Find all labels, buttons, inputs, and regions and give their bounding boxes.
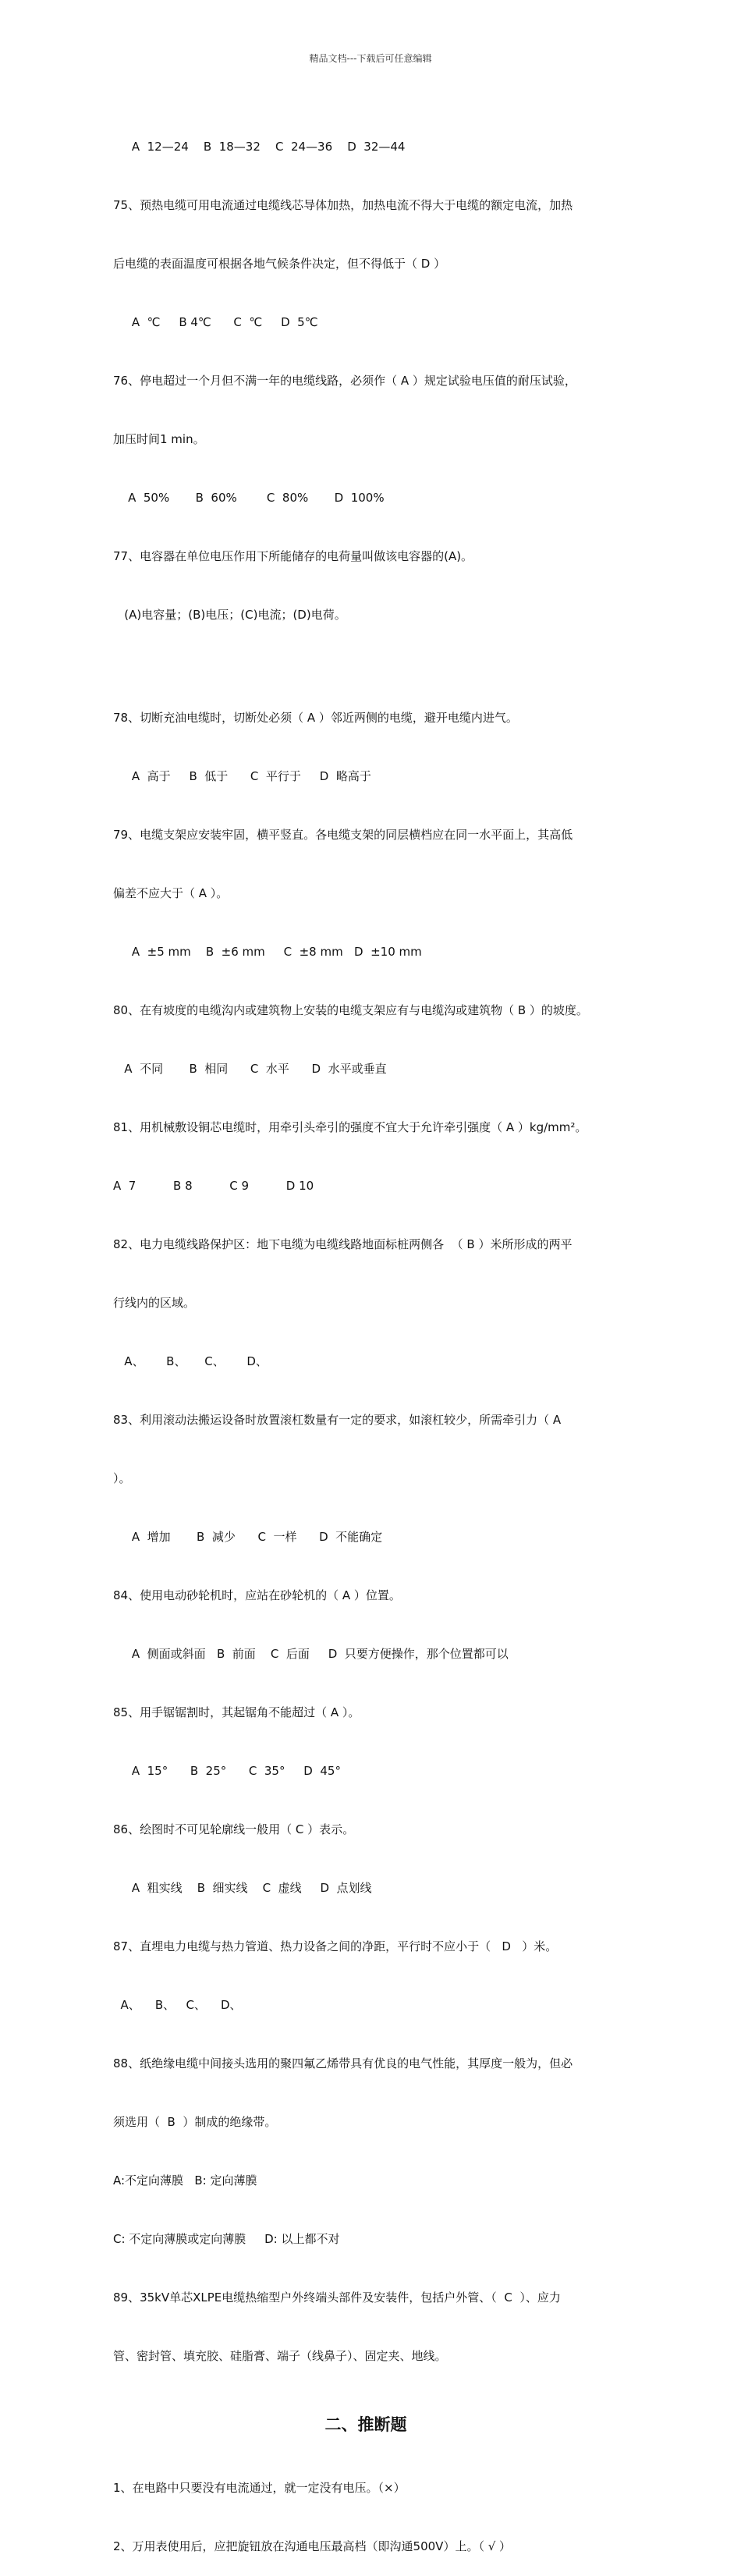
text-line: 管、密封管、填充胶、硅脂膏、端子（线鼻子）、固定夹、地线。	[113, 2349, 447, 2363]
text-line: 89、35kV单芯XLPE电缆热缩型户外终端头部件及安装件，包括户外管、（ C ）、应力	[113, 2290, 561, 2305]
text-line: 75、预热电缆可用电流通过电缆线芯导体加热，加热电流不得大于电缆的额定电流，加热	[113, 198, 573, 212]
text-line: A:不定向薄膜 B: 定向薄膜	[113, 2173, 257, 2187]
text-line: A ℃ B 4℃ C ℃ D 5℃	[113, 315, 318, 329]
text-line: 80、在有坡度的电缆沟内或建筑物上安装的电缆支架应有与电缆沟或建筑物（ B ）的坡度。	[113, 1003, 588, 1017]
text-line: (A)电容量；(B)电压；(C)电流；(D)电荷。	[113, 608, 346, 622]
text-line: A 15° B 25° C 35° D 45°	[113, 1764, 341, 1778]
text-line: A 高于 B 低于 C 平行于 D 略高于	[113, 769, 371, 783]
text-line: 78、切断充油电缆时，切断处必须（ A ）邻近两侧的电缆，避开电缆内进气。	[113, 711, 518, 725]
text-line: 须选用（ B ）制成的绝缘带。	[113, 2115, 277, 2129]
text-line: 87、直埋电力电缆与热力管道、热力设备之间的净距，平行时不应小于（ D ）米。	[113, 1939, 558, 1953]
text-line: 行线内的区域。	[113, 1296, 196, 1310]
text-line: A、 B、 C、 D、	[113, 1354, 268, 1368]
section-title: 二、推断题	[324, 2415, 407, 2434]
text-line: 2、万用表使用后，应把旋钮放在沟通电压最高档（即沟通500V）上。（ √ ）	[113, 2539, 512, 2553]
text-line: A、 B、 C、 D、	[113, 1998, 242, 2012]
text-line: A 7 B 8 C 9 D 10	[113, 1179, 314, 1193]
text-line: 82、电力电缆线路保护区：地下电缆为电缆线路地面标桩两侧各 （ B ）米所形成的两平	[113, 1237, 573, 1251]
text-line: 偏差不应大于（ A ）。	[113, 886, 229, 900]
text-line: A 12—24 B 18—32 C 24—36 D 32—44	[113, 140, 406, 154]
text-line: C: 不定向薄膜或定向薄膜 D: 以上都不对	[113, 2232, 340, 2246]
text-line: 85、用手锯锯割时，其起锯角不能超过（ A ）。	[113, 1705, 360, 1719]
text-line: A ±5 mm B ±6 mm C ±8 mm D ±10 mm	[113, 945, 422, 959]
text-line: A 粗实线 B 细实线 C 虚线 D 点划线	[113, 1881, 372, 1895]
text-line: 77、电容器在单位电压作用下所能储存的电荷量叫做该电容器的(A)。	[113, 549, 473, 563]
text-line: A 增加 B 减少 C 一样 D 不能确定	[113, 1530, 383, 1544]
document-body	[113, 98, 644, 2576]
text-line: ）。	[113, 1471, 131, 1485]
text-line: 79、电缆支架应安装牢固，横平竖直。各电缆支架的同层横档应在同一水平面上，其高低	[113, 828, 573, 842]
text-line: A 侧面或斜面 B 前面 C 后面 D 只要方便操作，那个位置都可以	[113, 1647, 509, 1661]
text-line: 1、在电路中只要没有电流通过，就一定没有电压。（×）	[113, 2481, 406, 2495]
page-header: 精品文档---下载后可任意编辑	[309, 53, 432, 64]
text-line: 76、停电超过一个月但不满一年的电缆线路，必须作（ A ）规定试验电压值的耐压试验，	[113, 374, 576, 388]
spacer	[113, 664, 644, 669]
text-line: 81、用机械敷设铜芯电缆时，用牵引头牵引的强度不宜大于允许牵引强度（ A ）kg/mm²。	[113, 1120, 587, 1134]
text-line: 83、利用滚动法搬运设备时放置滚杠数量有一定的要求，如滚杠较少，所需牵引力（ A	[113, 1413, 562, 1427]
text-line: 86、绘图时不可见轮廓线一般用（ C ）表示。	[113, 1822, 355, 1836]
text-line: A 50% B 60% C 80% D 100%	[113, 491, 385, 505]
text-line: 后电缆的表面温度可根据各地气候条件决定，但不得低于（ D ）	[113, 257, 446, 271]
text-line: 加压时间1 min。	[113, 432, 205, 446]
text-line: 88、纸绝缘电缆中间接头选用的聚四氟乙烯带具有优良的电气性能，其厚度一般为，但必	[113, 2056, 573, 2070]
text-line: 84、使用电动砂轮机时，应站在砂轮机的（ A ）位置。	[113, 1588, 401, 1602]
text-line: A 不同 B 相同 C 水平 D 水平或垂直	[113, 1062, 387, 1076]
